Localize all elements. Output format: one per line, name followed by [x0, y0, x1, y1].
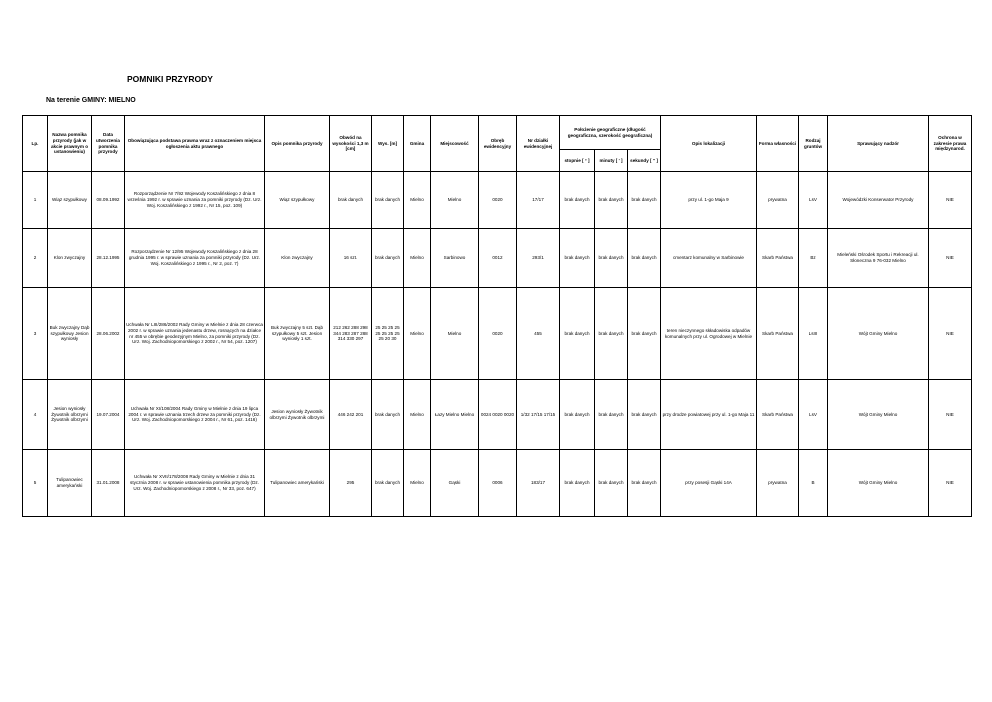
header-row: [23, 116, 972, 150]
cell-degrees: brak danych: [560, 380, 595, 450]
cell-height: brak danych: [372, 172, 404, 229]
cell-ownership: Skarb Państwa: [757, 288, 799, 380]
cell-legal-basis: Uchwała Nr XI/108/2004 Rady Gminy w Mielnie z dnia 19 lipca 2004 r. w sprawie uznania trzech drzew za pomniki przyrody (Dz. Urz. Woj. Zachodniopomorskiego z 2004 r., Nr 61, poz. 1416): [125, 380, 265, 450]
cell-description: Klon zwyczajny: [265, 229, 330, 288]
cell-parcel: 1/32 17/15 17/15: [517, 380, 560, 450]
cell-height: 25 25 25 25 25 25 25 25 25 20 30: [372, 288, 404, 380]
cell-international: NIE: [929, 172, 972, 229]
cell-place: Łazy Mielno Mielno: [431, 380, 479, 450]
document-title: POMNIKI PRZYRODY: [127, 74, 213, 84]
cell-place: Sarbinowo: [431, 229, 479, 288]
cell-location: cmentarz komunalny w Sarbinowie: [661, 229, 757, 288]
header-legal-basis: Obowiązująca podstawa prawna wraz z oznaczeniem miejsca ogłoszenia aktu prawnego: [125, 116, 265, 172]
cell-location: przy drodze powiatowej przy ul. 1-go Maja 11: [661, 380, 757, 450]
header-geo-position: Położenie geograficzne (długość geograficzna, szerokość geograficzna): [560, 116, 661, 150]
cell-soil: LsIII: [799, 288, 828, 380]
cell-minutes: brak danych: [595, 450, 628, 517]
table-row: [23, 450, 972, 517]
cell-parcel: 293/1: [517, 229, 560, 288]
cell-precinct: 0012: [479, 229, 517, 288]
monuments-table: [22, 115, 972, 517]
cell-international: NIE: [929, 288, 972, 380]
cell-height: brak danych: [372, 380, 404, 450]
header-degrees: stopnie [ ° ]: [560, 150, 595, 172]
cell-girth: 446 242 201: [330, 380, 372, 450]
cell-degrees: brak danych: [560, 229, 595, 288]
cell-location: przy ul. 1-go Maja 9: [661, 172, 757, 229]
header-location: Opis lokalizacji: [661, 116, 757, 172]
cell-minutes: brak danych: [595, 229, 628, 288]
cell-ownership: Skarb Państwa: [757, 380, 799, 450]
cell-international: NIE: [929, 229, 972, 288]
cell-legal-basis: Rozporządzenie Nr 7/92 Wojewody Koszalińskiego z dnia 8 września 1992 r. w sprawie uznania za pomniki przyrody (Dz. Urz. Woj. Koszalińskiego z 1992 r., Nr 15, poz. 109): [125, 172, 265, 229]
cell-minutes: brak danych: [595, 172, 628, 229]
cell-height: brak danych: [372, 450, 404, 517]
header-supervisor: Sprawujący nadzór: [828, 116, 929, 172]
cell-international: NIE: [929, 380, 972, 450]
cell-degrees: brak danych: [560, 288, 595, 380]
cell-name: Jesion wyniosły Żywotnik olbrzymi Żywotnik olbrzymi: [48, 380, 92, 450]
cell-degrees: brak danych: [560, 450, 595, 517]
header-date: Data utworzenia pomnika przyrody: [92, 116, 125, 172]
header-name: Nazwa pomnika przyrody (jak w akcie prawnym o ustanowieniu): [48, 116, 92, 172]
cell-supervisor: Wójt Gminy Mielno: [828, 450, 929, 517]
header-ownership: Forma własności: [757, 116, 799, 172]
cell-girth: 295: [330, 450, 372, 517]
cell-date: 31.01.2008: [92, 450, 125, 517]
cell-description: Buk zwyczajny 5 szt. Dąb szypułkowy 5 szt. Jesion wyniosły 1 szt.: [265, 288, 330, 380]
cell-soil: B: [799, 450, 828, 517]
header-precinct: Obręb ewidencyjny: [479, 116, 517, 172]
cell-lp: 2: [23, 229, 48, 288]
cell-supervisor: Wójt Gminy Mielno: [828, 380, 929, 450]
cell-gmina: Mielno: [404, 450, 431, 517]
header-gmina: Gmina: [404, 116, 431, 172]
cell-description: Tulipanowiec amerykański: [265, 450, 330, 517]
cell-height: brak danych: [372, 229, 404, 288]
cell-place: Mielno: [431, 172, 479, 229]
cell-lp: 3: [23, 288, 48, 380]
cell-place: Mielno: [431, 288, 479, 380]
cell-ownership: prywatna: [757, 172, 799, 229]
cell-supervisor: Mieleński Ośrodek Sportu i Rekreacji ul. Słoneczna 9 76-032 Mielno: [828, 229, 929, 288]
cell-precinct: 0024 0020 0020: [479, 380, 517, 450]
cell-minutes: brak danych: [595, 288, 628, 380]
table-row: [23, 380, 972, 450]
cell-degrees: brak danych: [560, 172, 595, 229]
cell-precinct: 0020: [479, 288, 517, 380]
cell-international: NIE: [929, 450, 972, 517]
cell-name: Buk zwyczajny Dąb szypułkowy Jesion wyniosły: [48, 288, 92, 380]
cell-lp: 4: [23, 380, 48, 450]
cell-description: Jesion wyniosły Żywotnik olbrzymi Żywotnik olbrzymi: [265, 380, 330, 450]
cell-legal-basis: Rozporządzenie Nr 12/95 Wojewody Koszalińskiego z dnia 28 grudnia 1995 r. w sprawie uznania za pomniki przyrody (Dz. Urz. Woj. Koszalińskiego z 1995 r., Nr 2, poz. 7): [125, 229, 265, 288]
header-lp: Lp.: [23, 116, 48, 172]
table-row: [23, 229, 972, 288]
cell-place: Gąski: [431, 450, 479, 517]
header-description: Opis pomnika przyrody: [265, 116, 330, 172]
header-minutes: minuty [ ' ]: [595, 150, 628, 172]
cell-supervisor: Wójt Gminy Mielno: [828, 288, 929, 380]
cell-parcel: 455: [517, 288, 560, 380]
cell-date: 28.06.2002: [92, 288, 125, 380]
header-parcel: Nr działki ewidencyjnej: [517, 116, 560, 172]
cell-ownership: prywatna: [757, 450, 799, 517]
cell-minutes: brak danych: [595, 380, 628, 450]
cell-lp: 5: [23, 450, 48, 517]
cell-name: Tulipanowiec amerykański: [48, 450, 92, 517]
cell-girth: 212 262 288 298 344 283 287 288 314 330 297: [330, 288, 372, 380]
cell-date: 28.12.1995: [92, 229, 125, 288]
header-place: Miejscowość: [431, 116, 479, 172]
cell-location: przy posesji Gąski 14A: [661, 450, 757, 517]
cell-soil: Bz: [799, 229, 828, 288]
cell-gmina: Mielno: [404, 380, 431, 450]
cell-soil: LsV: [799, 172, 828, 229]
cell-parcel: 183/17: [517, 450, 560, 517]
cell-supervisor: Wojewódzki Konserwator Przyrody: [828, 172, 929, 229]
document-subtitle: Na terenie GMINY: MIELNO: [46, 97, 136, 104]
header-international: Ochrona w zakresie prawa międzynarod.: [929, 116, 972, 172]
cell-gmina: Mielno: [404, 172, 431, 229]
cell-legal-basis: Uchwała Nr LIII/286/2002 Rady Gminy w Mielnie z dnia 28 czerwca 2002 r. w sprawie uznania jedenastu drzew, rosnących na działce nr 455 w obrębie geodezyjnym Mielno, za pomniki przyrody (Dz. Urz. Woj. Zachodniopomorskiego z 2002 r., Nr 54, poz. 1207): [125, 288, 265, 380]
cell-name: Wiąz szypułkowy: [48, 172, 92, 229]
cell-description: Wiąz szypułkowy: [265, 172, 330, 229]
cell-soil: LsV: [799, 380, 828, 450]
header-seconds: sekundy [ " ]: [628, 150, 661, 172]
cell-parcel: 17/17: [517, 172, 560, 229]
table-row: [23, 288, 972, 380]
cell-seconds: brak danych: [628, 172, 661, 229]
cell-seconds: brak danych: [628, 229, 661, 288]
cell-lp: 1: [23, 172, 48, 229]
cell-name: Klon zwyczajny: [48, 229, 92, 288]
table-row: [23, 172, 972, 229]
cell-precinct: 0020: [479, 172, 517, 229]
cell-seconds: brak danych: [628, 288, 661, 380]
cell-gmina: Mielno: [404, 229, 431, 288]
cell-gmina: Mielno: [404, 288, 431, 380]
cell-legal-basis: Uchwała Nr XVII/178/2008 Rady Gminy w Mielnie z dnia 31 stycznia 2008 r. w sprawie ustanowienia pomnika przyrody (Dz. Urz. Woj. Zachodniopomorskiego z 2008 r., Nr 33, poz. 647): [125, 450, 265, 517]
cell-seconds: brak danych: [628, 450, 661, 517]
cell-location: teren nieczynnego składowiska odpadów komunalnych przy ul. Ogrodowej w Mielnie: [661, 288, 757, 380]
header-soil: Rodzaj gruntów: [799, 116, 828, 172]
cell-ownership: Skarb Państwa: [757, 229, 799, 288]
cell-precinct: 0006: [479, 450, 517, 517]
cell-date: 19.07.2004: [92, 380, 125, 450]
cell-girth: brak danych: [330, 172, 372, 229]
cell-girth: 16 szt.: [330, 229, 372, 288]
cell-date: 08.09.1992: [92, 172, 125, 229]
header-girth: Obwód na wysokości 1,3 m [cm]: [330, 116, 372, 172]
header-height: Wys. [m]: [372, 116, 404, 172]
cell-seconds: brak danych: [628, 380, 661, 450]
